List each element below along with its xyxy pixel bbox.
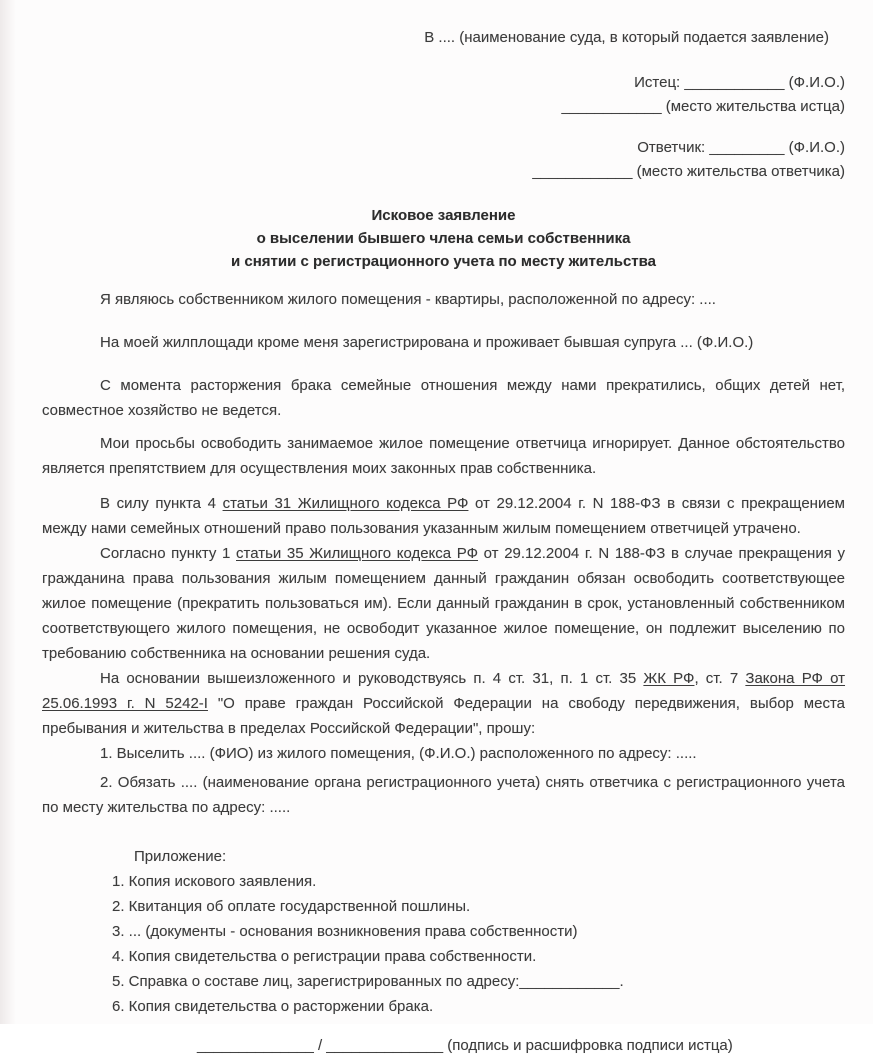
defendant-name-line: Ответчик: _________ (Ф.И.О.) bbox=[637, 139, 845, 156]
court-name-line: В .... (наименование суда, в который подается заявление) bbox=[424, 29, 829, 46]
body-paragraph: В силу пункта 4 статьи 31 Жилищного кодекса РФ от 29.12.2004 г. N 188-ФЗ в связи с прекращением между нами семейных отношений право пользования указанным жилым помещением ответчицей утрачено. bbox=[42, 495, 845, 537]
attachments-heading: Приложение: bbox=[134, 848, 227, 865]
attachment-item: 1. Копия искового заявления. bbox=[112, 873, 317, 890]
plaintiff-address-line: ____________ (место жительства истца) bbox=[561, 98, 845, 115]
body-paragraph: На моей жилплощади кроме меня зарегистрирована и проживает бывшая супруга ... (Ф.И.О.) bbox=[100, 334, 754, 351]
request-item-1: 1. Выселить .... (ФИО) из жилого помещения, (Ф.И.О.) расположенного по адресу: ..... bbox=[100, 745, 697, 762]
request-item-2: 2. Обязать .... (наименование органа регистрационного учета) снять ответчика с регистрационного учета по месту жительства по адресу: ..... bbox=[42, 774, 845, 816]
document-title bbox=[42, 204, 845, 273]
attachments-section bbox=[112, 844, 845, 1019]
body-paragraph: Я являюсь собственником жилого помещения - квартиры, расположенной по адресу: .... bbox=[100, 291, 716, 308]
signature-line: ______________ / ______________ (подпись и расшифровка подписи истца) bbox=[197, 1037, 733, 1054]
body-paragraph: С момента расторжения брака семейные отношения между нами прекратились, общих детей нет, совместное хозяйство не ведется. bbox=[42, 377, 845, 419]
body-paragraph: На основании вышеизложенного и руководствуясь п. 4 ст. 31, п. 1 ст. 35 ЖК РФ, ст. 7 Закона РФ от 25.06.1993 г. N 5242-I "О праве граждан Российской Федерации на свободу передвижения, выбор места пребывания и жительства в пределах Российской Федерации", прошу: bbox=[42, 670, 846, 737]
scan-edge-shadow bbox=[0, 0, 16, 1024]
body-paragraph: Мои просьбы освободить занимаемое жилое помещение ответчица игнорирует. Данное обстоятельство является препятствием для осуществления моих законных прав собственника. bbox=[42, 435, 845, 477]
attachment-item: 3. ... (документы - основания возникновения права собственности) bbox=[112, 923, 578, 940]
attachment-item: 5. Справка о составе лиц, зарегистрированных по адресу:____________. bbox=[112, 973, 624, 990]
attachment-item: 6. Копия свидетельства о расторжении брака. bbox=[112, 998, 434, 1015]
document-title-line-2: о выселении бывшего члена семьи собственника bbox=[256, 230, 631, 247]
document-title-line-1: Исковое заявление bbox=[371, 207, 516, 224]
plaintiff-name-line: Истец: ____________ (Ф.И.О.) bbox=[634, 74, 845, 91]
body-paragraph: Согласно пункту 1 статьи 35 Жилищного кодекса РФ от 29.12.2004 г. N 188-ФЗ в случае прекращения у гражданина права пользования жилым помещением данный гражданин обязан освободить соответствующее жилое помещение (прекратить пользоваться им). Если данный гражданин в срок, установленный собственником соответствующего жилого помещения, не освободит указанное жилое помещение, он подлежит выселению по требованию собственника на основании решения суда. bbox=[42, 545, 845, 662]
defendant-address-line: ____________ (место жительства ответчика) bbox=[532, 163, 845, 180]
document-body bbox=[42, 287, 845, 820]
document-header bbox=[42, 26, 845, 184]
attachment-item: 4. Копия свидетельства о регистрации права собственности. bbox=[112, 948, 537, 965]
document-title-line-3: и снятии с регистрационного учета по месту жительства bbox=[230, 253, 657, 270]
attachment-item: 2. Квитанция об оплате государственной пошлины. bbox=[112, 898, 471, 915]
